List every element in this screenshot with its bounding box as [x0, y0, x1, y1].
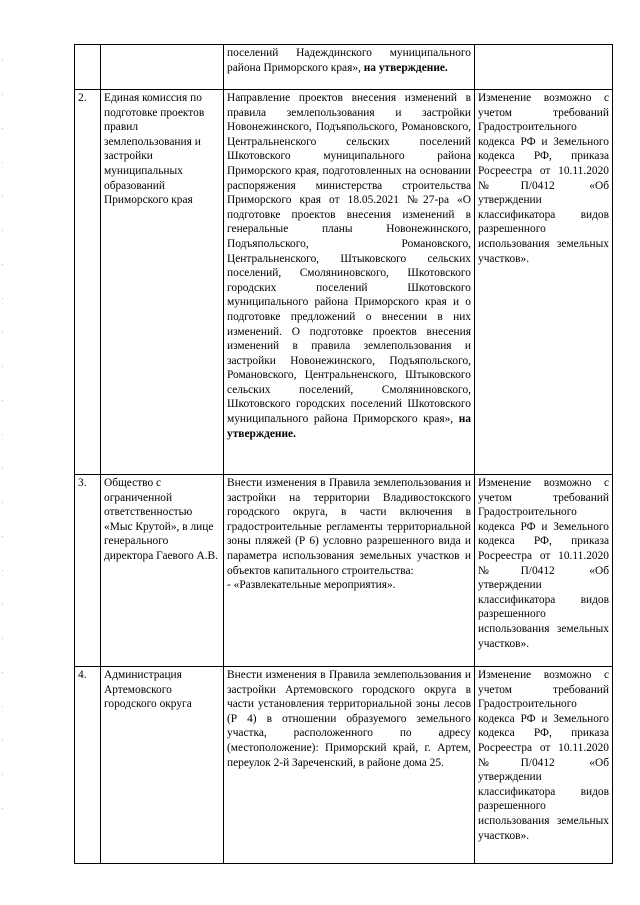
proposal-cell [224, 90, 475, 475]
result-cell: Изменение возможно с учетом требований Градостроительного кодекса РФ и Земельного кодекса РФ, приказа Росреестра от 10.11.2020 №П/0412 «Об утверждении классификатора видов разрешенного использования земельных участков». [475, 90, 613, 475]
row-number: 2. [75, 90, 101, 475]
proposal-text: Направление проектов внесения изменений в правила землепользования и застройки Новонежинского, Подъяпольского, Романовского, Центральненского сельских поселений Шкотовского муниципального района Приморского края, подготовленных на основании распоряжения министерства строительства Приморского края от 18.05.2021 №27-ра «О подготовке проектов внесения изменений в генеральные планы Новонежинского, Подъяпольского, Романовского, Центральненского, Штыковского сельских поселений, Смоляниновского, Шкотовского городских поселений Шкотовского муниципального района Приморского края и о подготовке предложений о внесении в них изменений. О подготовке проектов внесения изменений в правила землепользования и застройки Новонежинского, Подъяпольского, Романовского, Центральненского, Штыковского сельских поселений, Смоляниновского, Шкотовского городских поселений Шкотовского муниципального района Приморского края», [227, 92, 471, 426]
table-row [75, 667, 613, 864]
applicant-cell: Общество с ограниченной ответственностью «Мыс Крутой», в лице генерального директора Гаевого А.В. [101, 475, 224, 667]
proposal-decision: на утверждение. [363, 61, 448, 74]
proposal-text: поселений Надеждинского муниципального района Приморского края», [227, 47, 471, 74]
row-number: 4. [75, 667, 101, 864]
row-number: 3. [75, 475, 101, 667]
row-number [75, 45, 101, 90]
applicant-cell: Единая комиссия по подготовке проектов правил землепользования и застройки муниципальных образований Приморского края [101, 90, 224, 475]
proposal-cell: Внести изменения в Правила землепользования и застройки Артемовского городского округа в части установления территориальной зоны лесов (Р 4) в отношении образуемого земельного участка, расположенного по адресу (местоположение): Приморский край, г. Артем, переулок 2-й Зареченский, в районе дома 25. [224, 667, 475, 864]
table-row [75, 45, 613, 90]
applicant-cell: Администрация Артемовского городского округа [101, 667, 224, 864]
proposal-text: Внести изменения в Правила землепользования и застройки на территории Владивостокского городского округа, в части включения в градостроительные регламенты территориальной зоны пляжей (Р 6) условно разрешенного вида и параметра использования земельных участков и объектов капитального строительства: [227, 477, 471, 577]
decision-table [74, 44, 613, 864]
table-row [75, 475, 613, 667]
applicant-cell [101, 45, 224, 90]
scan-margin-dots [2, 60, 3, 820]
proposal-list-item: - «Развлекательные мероприятия». [227, 579, 396, 592]
proposal-cell [224, 475, 475, 667]
result-cell: Изменение возможно с учетом требований Градостроительного кодекса РФ и Земельного кодекса РФ, приказа Росреестра от 10.11.2020 №П/0412 «Об утверждении классификатора видов разрешенного использования земельных участков». [475, 667, 613, 864]
proposal-cell [224, 45, 475, 90]
result-cell [475, 45, 613, 90]
proposal-decision: на утверждение. [227, 413, 471, 440]
table-row [75, 90, 613, 475]
result-cell: Изменение возможно с учетом требований Градостроительного кодекса РФ и Земельного кодекса РФ, приказа Росреестра от 10.11.2020 №П/0412 «Об утверждении классификатора видов разрешенного использования земельных участков». [475, 475, 613, 667]
